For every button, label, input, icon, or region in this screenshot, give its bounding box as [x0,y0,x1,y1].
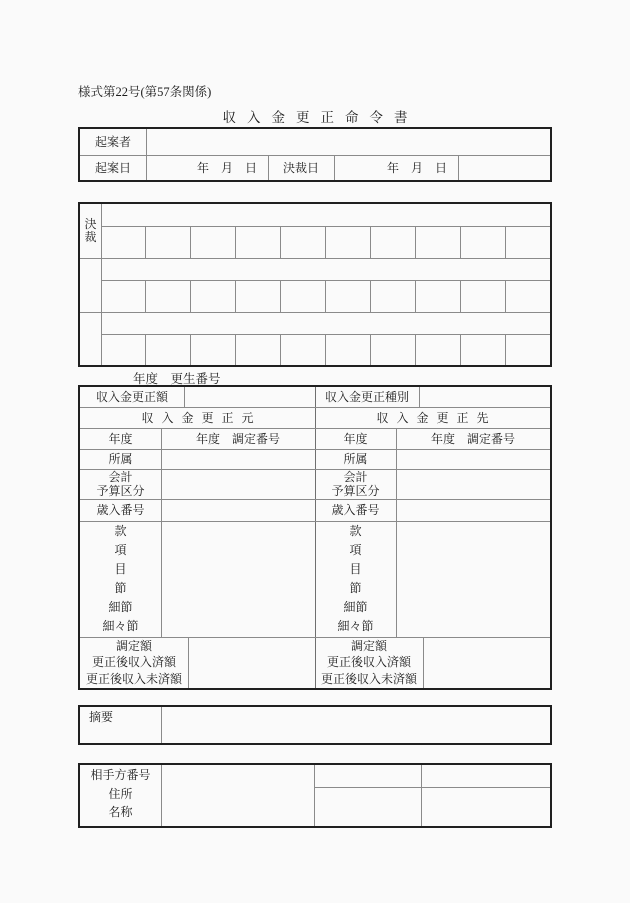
grid-line [423,637,424,688]
approval-label [80,204,101,258]
account-line: 予算区分 [96,484,145,498]
grid-line [188,637,189,688]
source-amount-labels [80,637,188,688]
drafter-label: 起案者 [94,135,131,149]
grid-line [421,765,422,826]
account-line: 予算区分 [331,484,380,498]
budget-line: 節 [114,581,127,595]
dest-revenue-no-label: 歳入番号 [331,503,380,517]
source-revenue-no-label: 歳入番号 [96,503,145,517]
correction-type-label: 収入金更正種別 [324,390,409,404]
stamp-cell [190,334,235,365]
stamp-cell [190,280,235,312]
correction-type-value-cell [419,387,550,407]
stamp-cell [460,334,505,365]
grid-line [314,787,550,788]
dest-budget-labels [315,521,396,637]
remarks-label: 摘要 [89,710,114,724]
source-budget-labels [80,521,161,637]
budget-line: 款 [114,524,127,538]
source-affiliation-label: 所属 [108,452,133,466]
stamp-cell [415,280,460,312]
stamp-cell [370,334,415,365]
stamp-cell [280,226,325,258]
amount-line: 調定額 [115,638,152,653]
correction-amount-label: 収入金更正額 [95,390,168,404]
stamp-cell [235,334,280,365]
stamp-cell [280,334,325,365]
budget-line: 目 [114,562,127,576]
party-value-cell [161,765,314,826]
stamp-cell [325,334,370,365]
destination-section-title: 収入金更正先 [376,410,497,425]
party-table [78,763,552,828]
approval-label-char2: 裁 [84,230,97,244]
stamp-cell [325,280,370,312]
stamp-cell [101,226,145,258]
party-number-label: 相手方番号 [90,768,151,782]
form-number: 様式第22号(第57条関係) [78,85,212,99]
stamp-cell [415,226,460,258]
party-address-label: 住所 [108,786,133,801]
stamp-cell [101,334,145,365]
stamp-cell [505,334,550,365]
dest-affiliation-label: 所属 [343,452,368,466]
grid-line [161,428,162,637]
drafter-value-cell [146,129,550,155]
stamp-cell [145,334,190,365]
stamp-cell [460,280,505,312]
stamp-cell [415,334,460,365]
stamp-cell [505,226,550,258]
amount-line: 更正後収入済額 [326,655,411,670]
budget-line: 細節 [108,600,133,614]
amount-line: 更正後収入済額 [91,655,176,670]
account-line: 会計 [343,469,368,484]
proposal-table [78,127,552,182]
stamp-cell [235,280,280,312]
budget-line: 細々節 [102,619,139,633]
dest-year-label: 年度 [343,431,368,446]
budget-line: 項 [114,543,127,557]
budget-line: 節 [349,581,362,595]
budget-line: 項 [349,543,362,557]
stamp-cell [460,226,505,258]
source-year-label: 年度 [108,431,133,446]
budget-line: 細々節 [337,619,374,633]
approval-date-label: 決裁日 [282,160,319,175]
source-section-title: 収入金更正元 [141,410,262,425]
dest-account-label [315,469,396,499]
budget-line: 細節 [343,600,368,614]
grid-line [80,312,550,313]
approval-date-value: 年 月 日 [386,160,447,175]
draft-date-value: 年 月 日 [196,160,257,175]
budget-line: 目 [349,562,362,576]
account-line: 会計 [108,469,133,484]
party-labels [80,765,161,826]
approval-stamp-row [101,226,550,258]
correction-table [78,385,552,690]
stamp-cell [370,280,415,312]
amount-line: 調定額 [350,638,387,653]
remarks-value-cell [161,707,550,743]
stamp-cell [370,226,415,258]
remarks-table [78,705,552,745]
grid-line [80,258,550,259]
correction-amount-value-cell [184,387,315,407]
stamp-cell [280,280,325,312]
stamp-cell [101,280,145,312]
party-name-label: 名称 [108,805,133,819]
stamp-cell [325,226,370,258]
grid-line [314,765,315,826]
amount-line: 更正後収入未済額 [85,671,182,686]
budget-line: 款 [349,524,362,538]
approval-table [78,202,552,367]
stamp-cell [505,280,550,312]
source-assessment-header: 年度 調定番号 [195,431,280,446]
stamp-cell [145,280,190,312]
year-correction-number-caption: 年度 更生番号 [133,372,221,386]
source-account-label [80,469,161,499]
stamp-cell [145,226,190,258]
draft-date-label: 起案日 [94,160,131,175]
approval-label-char1: 決 [84,217,97,231]
form-title: 収入金更正命令書 [222,110,419,125]
dest-amount-labels [315,637,423,688]
dest-assessment-header: 年度 調定番号 [430,431,515,446]
approval-stamp-row [101,334,550,365]
stamp-cell [190,226,235,258]
stamp-cell [235,226,280,258]
grid-line [396,428,397,637]
approval-stamp-row [101,280,550,312]
amount-line: 更正後収入未済額 [320,671,417,686]
grid-line [458,155,459,180]
